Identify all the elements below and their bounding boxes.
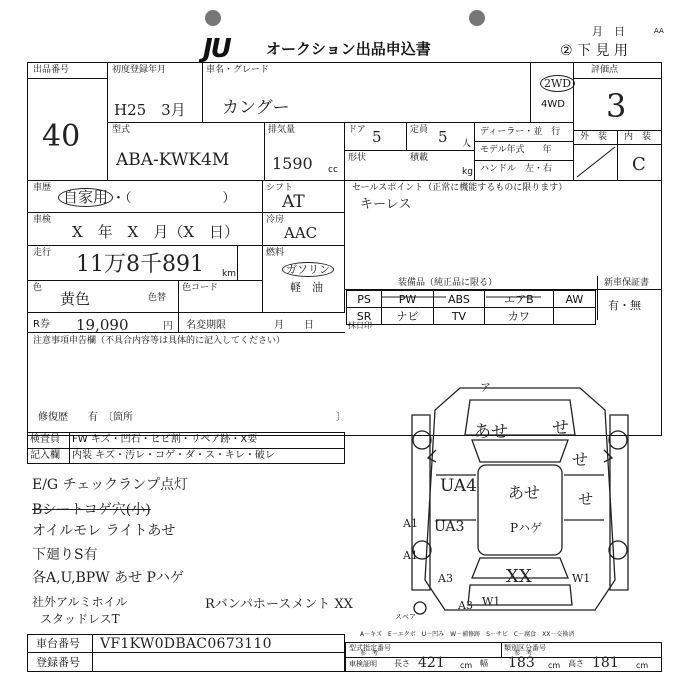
diagram-mark: せ (552, 418, 569, 438)
diagram-mark: せ (572, 450, 589, 469)
remark-7: スタッドレスT (40, 612, 120, 626)
copy-label: ② 下 見 用 (560, 43, 628, 59)
capacity-value: 5 (438, 128, 448, 146)
aircon-label: 冷房 (266, 215, 285, 225)
warranty-value: 有・無 (608, 299, 641, 312)
punch-hole-icon (469, 10, 485, 26)
punch-hole-icon (205, 10, 221, 26)
reg-no-label: 登録番号 (36, 656, 80, 669)
ref-label-1: 参 考 (360, 650, 379, 657)
color-no-label: 色替 (148, 293, 167, 303)
inspection-label: 車検 (33, 215, 52, 225)
diagram-mark: W1 (572, 572, 591, 585)
model-label: 型式 (112, 125, 131, 135)
height-label: 高さ (568, 659, 584, 668)
logo: JU (203, 34, 230, 64)
car-name-label: 車名・グレード (206, 65, 270, 75)
sales-point-label: セールスポイント（正常に機能するものに限ります） (352, 183, 568, 193)
diagram-mark: A3 (438, 572, 453, 585)
doors-label: ドア (348, 125, 366, 135)
diagram-mark: UA3 (434, 519, 465, 535)
type-cert-label: 型式指定番号 (349, 644, 391, 652)
shift-label: シフト (266, 183, 294, 193)
doors-value: 5 (372, 128, 382, 146)
model-year-label: モデル年式 年 (480, 145, 552, 155)
color-value: 黄色 (60, 290, 91, 308)
displacement-label: 排気量 (268, 125, 296, 135)
inspector-legend: FW キズ・凹石・ヒビ割・リペア跡・X要 (72, 434, 258, 445)
cert-label: 車検証明 (349, 660, 377, 668)
mileage-label: 走行 (33, 248, 52, 258)
remark-8: Rバンパホースメント XX (205, 597, 353, 612)
recycle-unit: 円 (163, 321, 173, 332)
back-date-label: 抹日印 (348, 321, 372, 330)
repair-close: 〕 (336, 412, 346, 423)
class-label: 類別区分番号 (504, 644, 546, 652)
history-rest: ・（ ） (112, 191, 236, 206)
remark-1: E/G チェックランプ点灯 (32, 477, 189, 493)
inspector-label: 検査員 (30, 434, 60, 445)
diagram-mark: W1 (482, 595, 501, 608)
equip-navi: ナビ (382, 308, 434, 325)
remark-3: オイルモレ ライトあせ (32, 523, 176, 539)
diagram-mark: ア (480, 381, 491, 394)
mileage-value: 11万8千891 (76, 252, 204, 277)
wd-2-value: 2WD (540, 75, 575, 92)
interior-label: 内 装 (624, 132, 652, 142)
dealer-label: ディーラー・並 行 (480, 127, 561, 137)
height-unit: cm (636, 661, 649, 670)
equip-abs: ABS (433, 291, 484, 308)
warranty-label: 新車保証書 (604, 278, 650, 288)
equip-tv: TV (433, 308, 484, 325)
diagram-mark: せ (578, 490, 594, 508)
equip-aw: AW (553, 291, 595, 308)
equip-leather: カワ (485, 308, 554, 325)
history-label: 車歴 (33, 183, 52, 193)
remark-4: 下廻りS有 (32, 547, 98, 563)
notes-label: 注意事項申告欄（不具合内容等は具体的に記入してください） (33, 336, 286, 346)
diagram-mark: XX (506, 566, 532, 587)
equipment-strikes (346, 290, 596, 320)
vin-value: VF1KW0DBAC0673110 (100, 636, 272, 652)
diagram-mark: A3 (458, 599, 473, 612)
name-change-value: 月 日 (274, 320, 314, 331)
car-name-value: カングー (222, 98, 290, 118)
legend-codes: A－キズ E－エクボ U－凹み W－補修跡 S－サビ C－腐食 XX－交換済 (360, 631, 575, 638)
capacity-unit: 人 (462, 139, 472, 149)
name-change-label: 名変期限 (186, 320, 226, 331)
ref-label-2: 参 考 (514, 650, 533, 657)
first-reg-value: H25 3月 (114, 101, 186, 119)
load-label: 積載 (410, 153, 429, 163)
vin-label: 車台番号 (36, 637, 80, 650)
score-label: 評価点 (591, 65, 619, 75)
writer-legend: 内装 キズ・汚レ・コゲ・ダ・ス・キレ・破レ (72, 450, 275, 461)
model-value: ABA-KWK4M (116, 150, 230, 170)
length-value: 421 (418, 655, 445, 671)
inspection-value: X 年 X 月（X 日） (72, 223, 240, 241)
history-value: 自家用 (58, 188, 113, 207)
diagram-mark: UA4 (440, 476, 477, 496)
score-value: 3 (606, 87, 627, 125)
length-label: 長さ (394, 659, 410, 668)
diagram-mark: Pハゲ (510, 521, 543, 535)
month-day: 月 日 (592, 25, 625, 38)
form-title: オークション出品申込書 (266, 40, 431, 58)
exterior-slash (575, 145, 617, 179)
displacement-value: 1590 (272, 154, 313, 173)
wd-4-label: 4WD (541, 99, 565, 110)
width-unit: cm (548, 661, 561, 670)
capacity-label: 定員 (410, 125, 429, 135)
remark-6: 社外アルミホイル (32, 595, 128, 609)
equip-pw: PW (382, 291, 434, 308)
aa-label: AA (654, 27, 664, 35)
recycle-label: R券 (33, 319, 50, 330)
spare-label: スペア (395, 613, 416, 621)
recycle-value: 19,090 (76, 316, 129, 334)
handle-label: ハンドル 左・右 (480, 164, 553, 174)
shape-label: 形状 (348, 153, 367, 163)
remark-2: Bシートコゲ穴(小) (32, 502, 151, 518)
equipment-label: 装備品（純正品に限る） (398, 278, 498, 288)
equip-ps: PS (347, 291, 382, 308)
diagram-mark: A1 (403, 549, 418, 562)
kg-unit: kg (462, 167, 473, 177)
lot-no-value: 40 (42, 119, 81, 154)
sales-point-value: キーレス (360, 197, 412, 212)
km-unit: km (222, 269, 236, 279)
repair-label: 修復歴 有 〔箇所 (38, 412, 133, 423)
color-label: 色 (33, 283, 43, 293)
light-oil-label: 軽 油 (290, 281, 323, 294)
lot-no-label: 出品番号 (33, 65, 70, 75)
exterior-label: 外 装 (580, 132, 608, 142)
diagram-mark: あせ (474, 422, 508, 442)
color-code-label: 色コード (182, 283, 219, 293)
width-label: 幅 (480, 659, 488, 668)
writer-label: 記入欄 (30, 450, 60, 461)
height-value: 181 (592, 655, 619, 671)
aircon-value: AAC (284, 224, 318, 242)
interior-score-value: C (632, 154, 646, 175)
diagram-mark: A1 (403, 517, 418, 530)
shift-value: AT (282, 192, 305, 212)
cc-unit: cc (328, 165, 338, 175)
equip-sr: SR (347, 308, 382, 325)
first-reg-label: 初度登録年月 (112, 65, 167, 75)
fuel-label: 燃料 (266, 248, 285, 258)
fuel-value: ガソリン (282, 262, 334, 277)
length-unit: cm (460, 661, 473, 670)
width-value: 183 (508, 655, 535, 671)
diagram-mark: あせ (508, 483, 541, 502)
equip-airbag: エアB (485, 291, 554, 308)
remark-5: 各A,U,BPW あせ Pハゲ (32, 570, 184, 586)
